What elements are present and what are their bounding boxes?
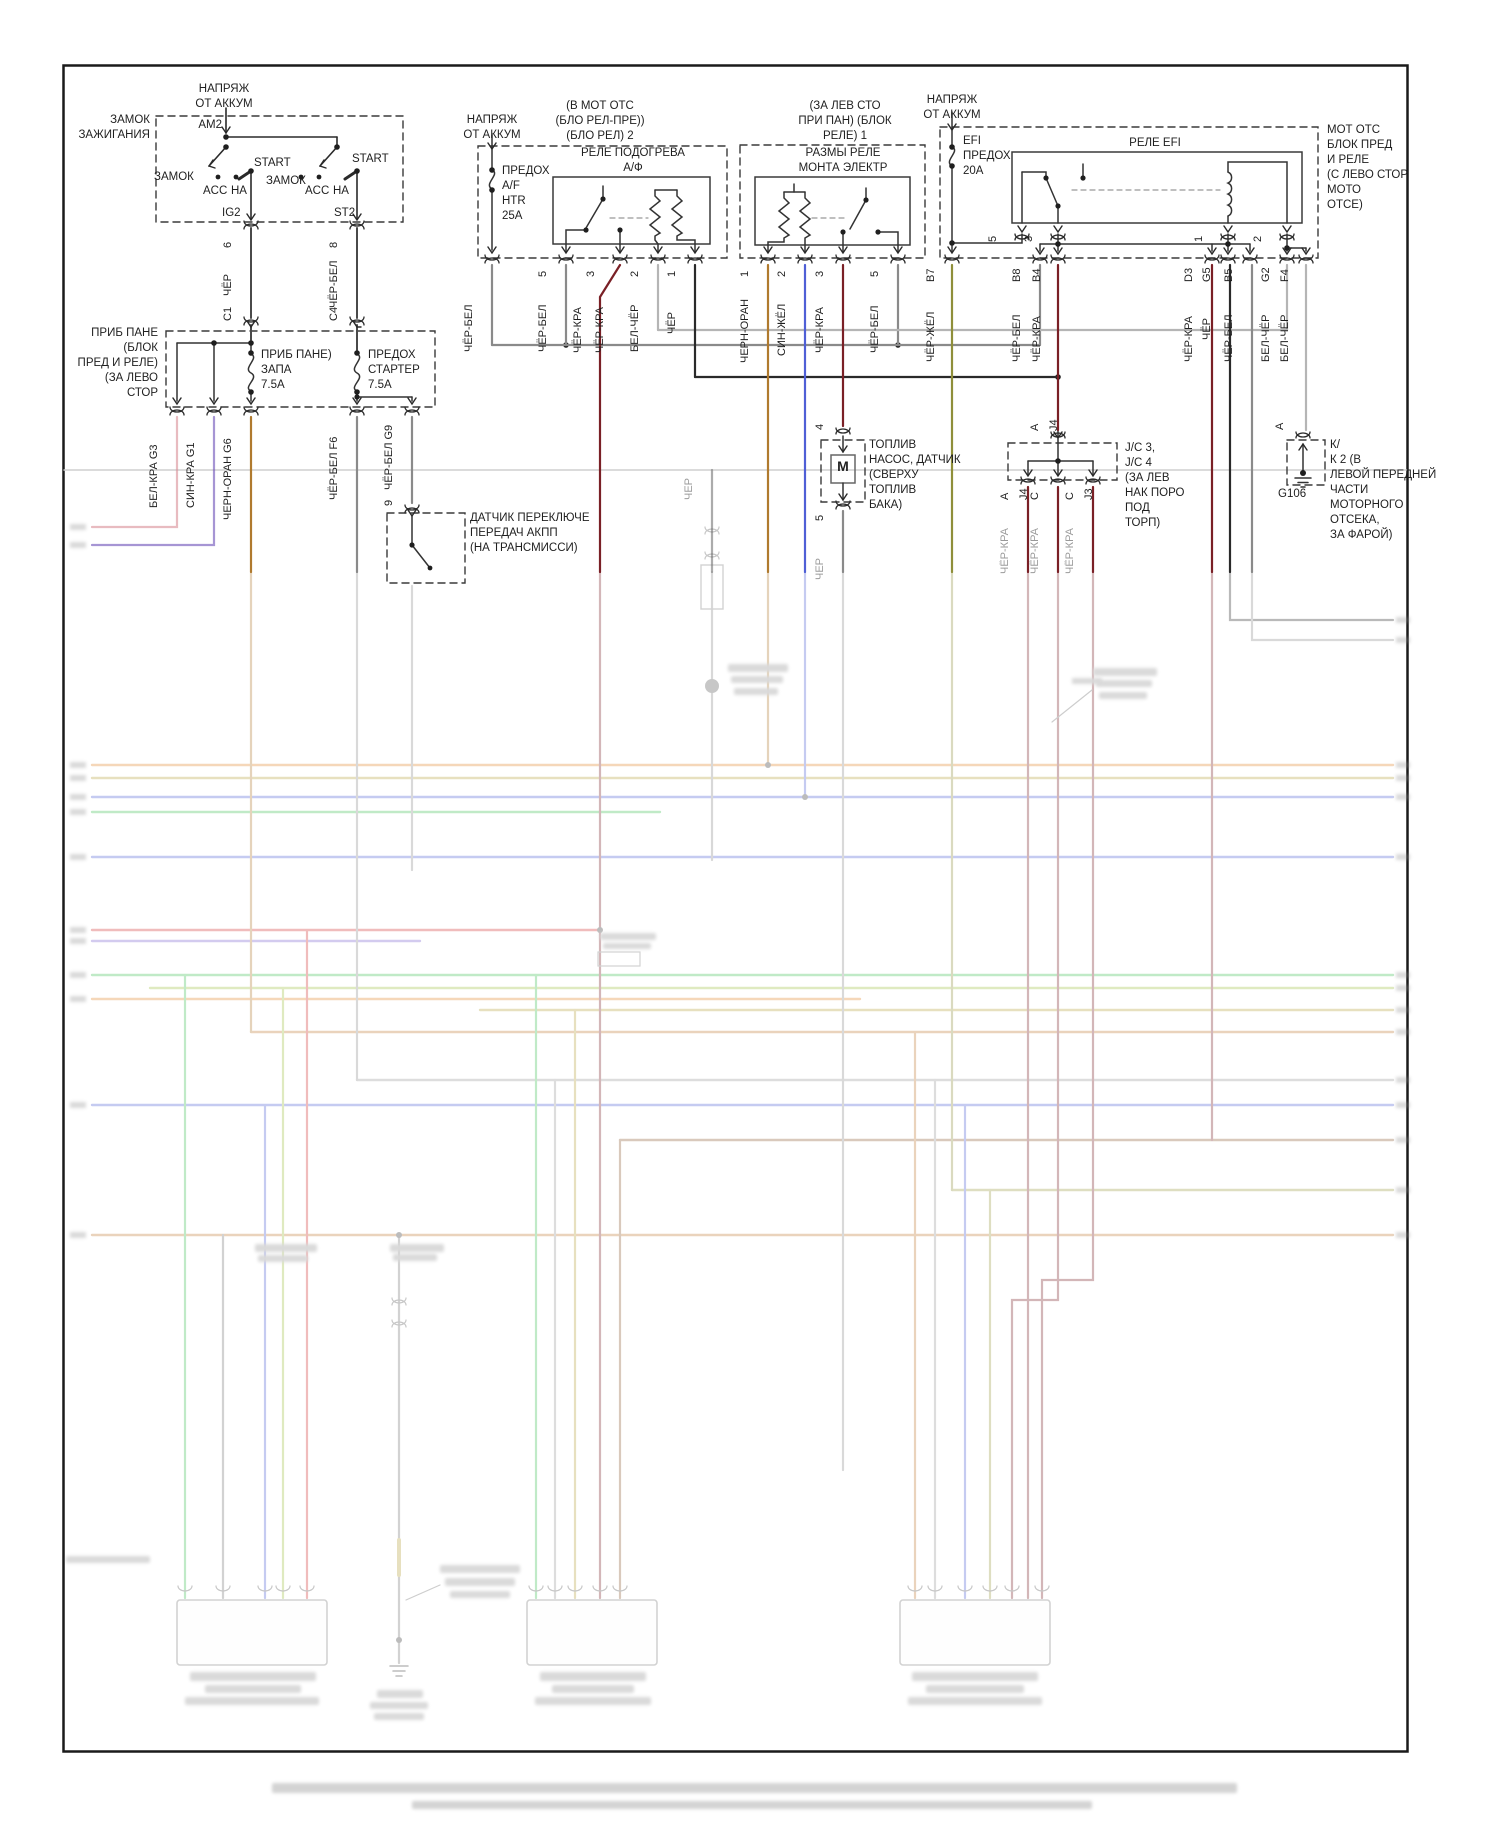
ground-id-line: G106 <box>1278 488 1307 500</box>
fuel-pump-note-line: ТОПЛИВ <box>869 439 917 451</box>
relay-block2-header-line: (БЛО РЕЛ-ПРЕ)) <box>555 115 645 127</box>
footer-watermark <box>272 1783 1237 1809</box>
ground-location-note-line: МОТОРНОГО <box>1330 499 1404 511</box>
fuse-af-htr-line: 25A <box>502 210 523 222</box>
wire-label: 5 <box>537 270 549 277</box>
instrument-panel-title-line: ПРЕД И РЕЛЕ) <box>77 357 158 369</box>
ground-location-note-line: ЧАСТИ <box>1330 484 1369 496</box>
ground-location-note-line: ЗА ФАРОЙ) <box>1330 529 1393 541</box>
connector-symbols <box>170 221 1313 513</box>
wire-label: F4 <box>1279 269 1291 282</box>
instrument-panel-title-line: ПРИБ ПАНЕ <box>91 327 158 339</box>
wire-label: 9 <box>383 499 395 506</box>
wire-label: 8 <box>328 241 340 248</box>
fuse-gauge-line: ЗАПА <box>261 364 292 376</box>
bottom-component-left <box>177 1600 327 1665</box>
engine-room-block-note-line: МОТ ОТС <box>1327 124 1381 136</box>
ignition-switch-title-line: ЗАМОК <box>110 114 150 126</box>
wire-label: D3 <box>1183 267 1195 282</box>
wire-label: B5 <box>1223 268 1235 282</box>
akpp-switch-box <box>387 513 465 583</box>
ignition-battery-feed-line: НАПРЯЖ <box>198 83 250 95</box>
bottom-component-middle <box>527 1600 657 1665</box>
fuse-efi-line: 20A <box>963 165 984 177</box>
wire-label: СИН-КРА G1 <box>185 442 197 508</box>
wire-label: ЧЁР-ЖЁЛ <box>925 311 937 362</box>
wire-label: СИН-ЖЁЛ <box>776 303 788 356</box>
wire-label: ЧЁР-КРА <box>999 527 1011 574</box>
wire-label: B7 <box>925 268 937 282</box>
wire-label: А <box>1274 422 1286 430</box>
wire-label: 2 <box>629 270 641 277</box>
wire-label: ЧЁР-КРА <box>1031 315 1043 362</box>
fuse-starter-line: СТАРТЕР <box>368 364 420 376</box>
ground-location-note-line: ОТСЕКА, <box>1330 514 1380 526</box>
relay-block1-header-line: ПРИ ПАН) (БЛОК <box>798 115 892 127</box>
ignition-ig2-line: IG2 <box>222 207 241 219</box>
relay-block2-header-line: (БЛО РЕЛ) 2 <box>566 130 634 142</box>
engine-room-relay-box <box>940 127 1318 258</box>
wire-label: ЧЁР <box>666 311 678 334</box>
fuse-af-htr-line: A/F <box>502 180 520 192</box>
ignition-lock-1-line: ЗАМОК <box>154 171 194 183</box>
af-battery-feed-line: НАПРЯЖ <box>466 114 518 126</box>
fuse-gauge-line: 7.5A <box>261 379 285 391</box>
relay-af-heater <box>553 177 710 244</box>
junction-note-line: J/C 3, <box>1125 442 1156 454</box>
ignition-acc-2-line: ACC <box>305 185 330 197</box>
instrument-panel-title-line: (ЗА ЛЕВО <box>104 372 158 384</box>
wire-label: 5 <box>987 235 999 242</box>
wire-label: B4 <box>1031 268 1043 282</box>
wire-label: 1 <box>1193 235 1205 242</box>
ignition-battery-feed-line: ОТ АККУМ <box>195 98 253 110</box>
af-battery-feed-line: ОТ АККУМ <box>463 129 521 141</box>
wire-label: А <box>1029 423 1041 431</box>
relay-opening-title-line: МОНТА ЭЛЕКТР <box>798 162 888 174</box>
junction-note-line: ПОД <box>1125 502 1150 514</box>
ignition-ha-2-line: НА <box>333 185 349 197</box>
relay-block1-header-line: (ЗА ЛЕВ СТО <box>809 100 881 112</box>
wire-label: 6 <box>222 241 234 248</box>
wire-label: ЧЁР-КРА <box>1064 527 1076 574</box>
wire-label: 3 <box>1023 235 1035 242</box>
wire-label: 5 <box>869 270 881 277</box>
wire-label: G2 <box>1260 267 1272 282</box>
instrument-panel-title-line: СТОР <box>126 387 158 399</box>
faded-harness-section <box>66 524 1410 1720</box>
wire-label: C1 <box>222 306 234 321</box>
wire-label: ЧЁР-БЕЛ G9 <box>383 424 395 490</box>
fuel-pump-note-line: БАКА) <box>869 499 903 511</box>
fuel-pump-motor-line: M <box>837 458 849 474</box>
fuse-starter-line: 7.5A <box>368 379 392 391</box>
wire-label: J4 <box>1048 419 1060 431</box>
wire-label: ЧЁР-КРА <box>1029 527 1041 574</box>
ignition-ha-1-line: НА <box>231 185 247 197</box>
fuel-pump-note-line: (СВЕРХУ <box>869 469 919 481</box>
wire-label: ЧЁР-БЕЛ <box>537 304 549 352</box>
wire-label: ЧЕРН-ОРАН <box>739 298 751 363</box>
wire-label: БЕЛ-ЧЁР <box>1279 314 1291 362</box>
wire-label: ЧЁР-БЕЛ <box>328 260 340 308</box>
fuel-pump-note-line: НАСОС, ДАТЧИК <box>869 454 961 466</box>
wire-label: 4 <box>814 423 826 430</box>
wire-label: 5 <box>814 514 826 521</box>
fuse-starter-line: ПРЕДОХ <box>368 349 416 361</box>
wire-label: БЕЛ-ЧЁР <box>1260 314 1272 362</box>
ignition-switch-title-line: ЗАЖИГАНИЯ <box>78 129 150 141</box>
ground-location-note-line: ЛЕВОЙ ПЕРЕДНЕЙ <box>1330 469 1437 481</box>
relay-block2-header-line: (В МОТ ОТС <box>566 100 634 112</box>
wire-label: 3 <box>585 270 597 277</box>
ignition-lock-2-line: ЗАМОК <box>266 175 306 187</box>
engine-room-block-note-line: И РЕЛЕ <box>1327 154 1370 166</box>
relay-opening-title-line: РАЗМЫ РЕЛЕ <box>805 147 881 159</box>
wire-label: ЧЁР-КРА <box>594 306 606 353</box>
instrument-panel-title-line: (БЛОК <box>123 342 158 354</box>
engine-room-block-note-line: МОТО <box>1327 184 1361 196</box>
wire-label: B8 <box>1011 268 1023 282</box>
junction-note-line: (ЗА ЛЕВ <box>1125 472 1170 484</box>
wire-label: А <box>999 492 1011 500</box>
wire-label: 2 <box>776 270 788 277</box>
wire-label: 3 <box>814 270 826 277</box>
ground-location-note-line: К 2 (В <box>1330 454 1361 466</box>
engine-room-block-note-line: ОТСЕ) <box>1327 199 1363 211</box>
ignition-am2-line: AM2 <box>198 119 222 131</box>
akpp-switch-note-line: ДАТЧИК ПЕРЕКЛЮЧЕ <box>470 512 590 524</box>
relay-af-heater-title-line: РЕЛЕ ПОДОГРЕВА <box>581 147 685 159</box>
wire-label: БЕЛ-КРА G3 <box>148 444 160 508</box>
wire-label: G5 <box>1201 267 1213 282</box>
wire-label: 1 <box>739 270 751 277</box>
wire-label: 1 <box>666 270 678 277</box>
relay-block2-box <box>478 146 727 258</box>
wire-label: ЧЁР <box>222 273 234 296</box>
wire-label: ЧЕР <box>683 477 695 500</box>
ignition-acc-1-line: ACC <box>203 185 228 197</box>
efi-battery-feed-line: НАПРЯЖ <box>926 94 978 106</box>
wire-label: БЕЛ-ЧЁР <box>629 304 641 352</box>
junction-note-line: J/C 4 <box>1125 457 1152 469</box>
engine-room-block-note-line: (С ЛЕВО СТОР <box>1327 169 1409 181</box>
akpp-switch-note-line: ПЕРЕДАЧ АКПП <box>470 527 558 539</box>
wire-label: ЧЁР-БЕЛ <box>463 304 475 352</box>
wire-label: ЧЁР-БЕЛ <box>869 305 881 353</box>
wire-label: ЧЁР-БЕЛ <box>1011 314 1023 362</box>
wire-label: С <box>1064 492 1076 500</box>
ignition-start-2-line: START <box>352 153 389 165</box>
fuse-efi-line: ПРЕДОХ <box>963 150 1011 162</box>
bottom-component-right <box>900 1600 1050 1665</box>
wire-label: ЧЁР-БЕЛ <box>1223 314 1235 362</box>
wire-label: ЧЁР-КРА <box>572 306 584 353</box>
ignition-switch-box <box>156 116 403 222</box>
fuse-efi-line: EFI <box>963 135 981 147</box>
wire-label: ЧЁР-КРА <box>1183 315 1195 362</box>
relay-efi-title-line: РЕЛЕ EFI <box>1129 137 1181 149</box>
wire-label: J4 <box>1018 488 1030 500</box>
ignition-st2-line: ST2 <box>334 207 356 219</box>
ground-location-note-line: К/ <box>1330 439 1340 451</box>
wire-label: ЧЕРН-ОРАН G6 <box>222 438 234 520</box>
wire-label: ЧЁР <box>1201 317 1213 340</box>
akpp-switch-note-line: (НА ТРАНСМИССИ) <box>470 542 578 554</box>
wire-label: ЧЁР-БЕЛ F6 <box>328 436 340 500</box>
junction-note-line: НАК ПОРО <box>1125 487 1185 499</box>
wire-label: С <box>1029 492 1041 500</box>
arrowheads <box>173 124 1310 516</box>
fuse-gauge-line: ПРИБ ПАНЕ) <box>261 349 332 361</box>
wire-label: ЧЁР-КРА <box>814 306 826 353</box>
wire-label: 2 <box>1252 235 1264 242</box>
junction-note-line: ТОРП) <box>1125 517 1161 529</box>
efi-battery-feed-line: ОТ АККУМ <box>923 109 981 121</box>
ignition-start-1-line: START <box>254 157 291 169</box>
wire-label: ЧЕР <box>814 557 826 580</box>
fuel-pump-note-line: ТОПЛИВ <box>869 484 917 496</box>
relay-block1-header-line: РЕЛЕ) 1 <box>823 130 867 142</box>
relay-af-heater-title-line: А/Ф <box>623 162 643 174</box>
fuel-pump-motor-symbol <box>831 455 855 483</box>
wire-label: J3 <box>1083 488 1095 500</box>
wire-label: C4 <box>328 306 340 321</box>
fuse-af-htr-line: HTR <box>502 195 526 207</box>
fuse-af-htr-line: ПРЕДОХ <box>502 165 550 177</box>
engine-room-block-note-line: БЛОК ПРЕД <box>1327 139 1393 151</box>
